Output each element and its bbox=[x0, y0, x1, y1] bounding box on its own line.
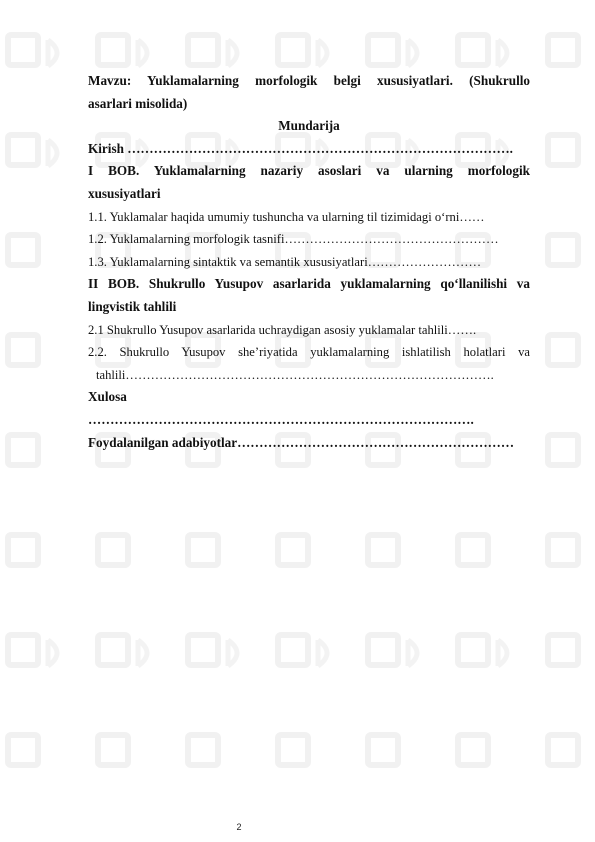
toc-entry-chapter-1-cont: xususiyatlari bbox=[88, 185, 161, 201]
page-number: 2 bbox=[236, 822, 242, 832]
toc-entry-conclusion: Xulosa bbox=[88, 389, 127, 405]
document-body bbox=[88, 70, 530, 454]
toc-entry-1-3: 1.3. Yuklamalarning sintaktik va semantik xususiyatlari……………………… bbox=[88, 254, 482, 269]
toc-entry-conclusion-dots: ……………………………………………………………………………. bbox=[88, 411, 474, 427]
toc-entry-2-1: 2.1 Shukrullo Yusupov asarlarida uchraydigan asosiy yuklamalar tahlili……. bbox=[88, 322, 477, 337]
topic-title-line-2: asarlari misolida) bbox=[88, 95, 188, 111]
toc-entry-1-1: 1.1. Yuklamalar haqida umumiy tushuncha va ularning til tizimidagi o‘rni…… bbox=[88, 209, 485, 224]
toc-heading: Mundarija bbox=[278, 118, 340, 134]
toc-entry-intro: Kirish ……………………………………………………………………………. bbox=[88, 140, 513, 156]
toc-entry-chapter-1: I BOB. Yuklamalarning nazariy asoslari va ularning morfologik bbox=[88, 163, 530, 179]
toc-entry-chapter-2: II BOB. Shukrullo Yusupov asarlarida yuklamalarning qo‘llanilishi va bbox=[88, 276, 530, 292]
toc-entry-2-2: 2.2. Shukrullo Yusupov she’riyatida yuklamalarning ishlatilish holatlari va bbox=[88, 345, 530, 360]
topic-title-line-1: Mavzu: Yuklamalarning morfologik belgi xususiyatlari. (Shukrullo bbox=[88, 73, 530, 88]
toc-entry-references: Foydalanilgan adabiyotlar……………………………………………………… bbox=[88, 434, 515, 450]
toc-entry-2-2-cont: tahlili……………………………………………………………………………. bbox=[96, 367, 494, 382]
toc-entry-1-2: 1.2. Yuklamalarning morfologik tasnifi…………………………………………… bbox=[88, 232, 499, 247]
toc-entry-chapter-2-cont: lingvistik tahlili bbox=[88, 298, 177, 314]
